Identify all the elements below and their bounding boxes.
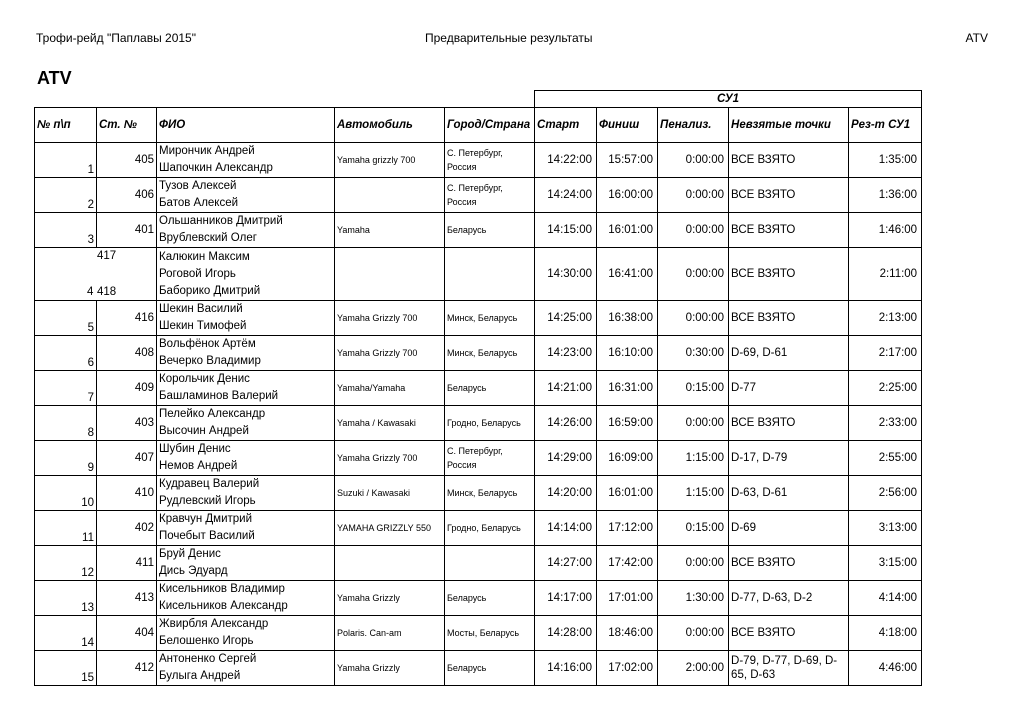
row-penalty: 2:00:00 xyxy=(658,651,729,686)
row-result: 3:13:00 xyxy=(849,511,922,546)
row-missed: D-77, D-63, D-2 xyxy=(729,581,849,616)
crew-name: Роговой Игорь xyxy=(159,267,236,280)
row-num-start-no xyxy=(35,248,157,301)
row-missed: D-63, D-61 xyxy=(729,476,849,511)
row-start: 14:29:00 xyxy=(535,441,597,476)
row-car: Yamaha Grizzly xyxy=(335,651,445,686)
row-missed: D-79, D-77, D-69, D-65, D-63 xyxy=(729,651,849,686)
row-start: 14:16:00 xyxy=(535,651,597,686)
crew-name: Шапочкин Александр xyxy=(159,162,273,174)
row-result: 4:14:00 xyxy=(849,581,922,616)
table-row xyxy=(35,406,922,441)
row-result: 1:35:00 xyxy=(849,143,922,178)
row-result: 2:33:00 xyxy=(849,406,922,441)
row-start: 14:26:00 xyxy=(535,406,597,441)
crew-name: Белошенко Игорь xyxy=(159,635,254,647)
row-city: Гродно, Беларусь xyxy=(445,511,535,546)
table-row xyxy=(35,581,922,616)
row-car xyxy=(335,546,445,581)
row-start-no: 403 xyxy=(97,406,157,441)
crew-name: Рудлевский Игорь xyxy=(159,495,256,507)
header-blank xyxy=(35,91,535,108)
crew-name: Калюкин Максим xyxy=(159,250,250,263)
row-fio xyxy=(157,441,335,476)
row-penalty: 0:15:00 xyxy=(658,511,729,546)
group-header: СУ1 xyxy=(535,91,922,108)
table-row xyxy=(35,616,922,651)
crew-name: Мирончик Андрей xyxy=(159,145,255,157)
row-num: 15 xyxy=(35,651,97,686)
col-header-fio: ФИО xyxy=(157,108,335,143)
table-row xyxy=(35,371,922,406)
crew-name: Тузов Алексей xyxy=(159,180,237,192)
row-start: 14:28:00 xyxy=(535,616,597,651)
crew-name: Булыга Андрей xyxy=(159,670,241,682)
row-result: 1:36:00 xyxy=(849,178,922,213)
row-city: С. Петербург, Россия xyxy=(445,143,535,178)
col-header-num: № п\п xyxy=(35,108,97,143)
crew-name: Немов Андрей xyxy=(159,460,238,472)
row-fio xyxy=(157,476,335,511)
row-start: 14:15:00 xyxy=(535,213,597,248)
row-penalty: 1:15:00 xyxy=(658,476,729,511)
row-car: YAMAHA GRIZZLY 550 xyxy=(335,511,445,546)
crew-name: Баборико Дмитрий xyxy=(159,284,261,297)
crew-name: Высочин Андрей xyxy=(159,425,249,437)
row-penalty: 1:15:00 xyxy=(658,441,729,476)
row-result: 4:18:00 xyxy=(849,616,922,651)
row-num: 12 xyxy=(35,546,97,581)
col-header-start: Старт xyxy=(535,108,597,143)
row-finish: 18:46:00 xyxy=(597,616,658,651)
row-start-no: 408 xyxy=(97,336,157,371)
crew-name: Кисельников Александр xyxy=(159,600,288,612)
col-header-city: Город/Страна xyxy=(445,108,535,143)
row-missed: ВСЕ ВЗЯТО xyxy=(729,406,849,441)
table-row xyxy=(35,476,922,511)
crew-name: Кисельников Владимир xyxy=(159,583,285,595)
row-num: 2 xyxy=(35,178,97,213)
row-penalty: 0:00:00 xyxy=(658,248,729,301)
row-finish: 17:12:00 xyxy=(597,511,658,546)
col-header-start-no: Ст. № xyxy=(97,108,157,143)
row-num: 4 xyxy=(87,286,94,298)
row-fio xyxy=(157,511,335,546)
row-city xyxy=(445,546,535,581)
row-missed: ВСЕ ВЗЯТО xyxy=(729,546,849,581)
crew-name: Пелейко Александр xyxy=(159,408,266,420)
col-header-car: Автомобиль xyxy=(335,108,445,143)
row-finish: 16:10:00 xyxy=(597,336,658,371)
row-city: С. Петербург, Россия xyxy=(445,441,535,476)
row-start: 14:21:00 xyxy=(535,371,597,406)
row-fio xyxy=(157,336,335,371)
row-car: Yamaha Grizzly 700 xyxy=(335,301,445,336)
row-missed: ВСЕ ВЗЯТО xyxy=(729,143,849,178)
row-penalty: 0:00:00 xyxy=(658,213,729,248)
row-finish: 16:09:00 xyxy=(597,441,658,476)
row-start-no: 404 xyxy=(97,616,157,651)
row-penalty: 0:00:00 xyxy=(658,178,729,213)
row-city: Минск, Беларусь xyxy=(445,336,535,371)
row-start: 14:17:00 xyxy=(535,581,597,616)
row-missed: D-77 xyxy=(729,371,849,406)
row-city: С. Петербург, Россия xyxy=(445,178,535,213)
row-result: 2:13:00 xyxy=(849,301,922,336)
row-city: Беларусь xyxy=(445,213,535,248)
row-fio xyxy=(157,178,335,213)
row-result: 2:55:00 xyxy=(849,441,922,476)
table-row xyxy=(35,248,922,301)
crew-name: Кравчун Дмитрий xyxy=(159,513,252,525)
row-city: Гродно, Беларусь xyxy=(445,406,535,441)
row-finish: 16:41:00 xyxy=(597,248,658,301)
col-header-finish: Финиш xyxy=(597,108,658,143)
row-fio xyxy=(157,213,335,248)
row-start: 14:23:00 xyxy=(535,336,597,371)
row-city: Мосты, Беларусь xyxy=(445,616,535,651)
col-header-result: Рез-т СУ1 xyxy=(849,108,922,143)
row-num: 8 xyxy=(35,406,97,441)
row-start-no: 402 xyxy=(97,511,157,546)
table-row xyxy=(35,213,922,248)
row-num: 6 xyxy=(35,336,97,371)
row-start-no: 405 xyxy=(97,143,157,178)
section-title: ATV xyxy=(37,68,72,88)
row-start-no: 409 xyxy=(97,371,157,406)
doc-header-title: Трофи-рейд "Паплавы 2015" xyxy=(36,31,196,45)
row-result: 1:46:00 xyxy=(849,213,922,248)
row-start: 14:20:00 xyxy=(535,476,597,511)
row-result: 2:56:00 xyxy=(849,476,922,511)
row-start-no: 411 xyxy=(97,546,157,581)
row-missed: D-69 xyxy=(729,511,849,546)
row-car: Yamaha Grizzly 700 xyxy=(335,441,445,476)
row-finish: 16:00:00 xyxy=(597,178,658,213)
row-finish: 17:42:00 xyxy=(597,546,658,581)
row-car xyxy=(335,178,445,213)
row-finish: 15:57:00 xyxy=(597,143,658,178)
row-start-no: 416 xyxy=(97,301,157,336)
row-penalty: 0:15:00 xyxy=(658,371,729,406)
row-finish: 16:59:00 xyxy=(597,406,658,441)
row-finish: 16:38:00 xyxy=(597,301,658,336)
row-fio xyxy=(157,301,335,336)
row-car: Yamaha / Kawasaki xyxy=(335,406,445,441)
row-missed: D-69, D-61 xyxy=(729,336,849,371)
row-num: 10 xyxy=(35,476,97,511)
row-start-no: 413 xyxy=(97,581,157,616)
doc-header-subtitle: Предварительные результаты xyxy=(425,31,593,45)
row-start-no: 401 xyxy=(97,213,157,248)
row-car: Yamaha/Yamaha xyxy=(335,371,445,406)
col-header-penalty: Пенализ. xyxy=(658,108,729,143)
row-finish: 16:01:00 xyxy=(597,476,658,511)
row-fio xyxy=(157,371,335,406)
row-fio xyxy=(157,406,335,441)
table-row xyxy=(35,301,922,336)
table-row xyxy=(35,441,922,476)
row-missed: ВСЕ ВЗЯТО xyxy=(729,248,849,301)
table-row xyxy=(35,546,922,581)
crew-name: Врублевский Олег xyxy=(159,232,257,244)
row-car: Yamaha Grizzly xyxy=(335,581,445,616)
table-row xyxy=(35,143,922,178)
row-num: 14 xyxy=(35,616,97,651)
row-num: 7 xyxy=(35,371,97,406)
row-fio xyxy=(157,616,335,651)
crew-name: Башламинов Валерий xyxy=(159,390,279,402)
row-start-no-a: 417 xyxy=(97,250,117,262)
row-start: 14:24:00 xyxy=(535,178,597,213)
row-city: Минск, Беларусь xyxy=(445,301,535,336)
row-penalty: 0:00:00 xyxy=(658,406,729,441)
row-start: 14:30:00 xyxy=(535,248,597,301)
crew-name: Батов Алексей xyxy=(159,197,239,209)
crew-name: Ольшанников Дмитрий xyxy=(159,215,283,227)
table-row xyxy=(35,336,922,371)
results-table xyxy=(34,90,922,686)
row-missed: D-17, D-79 xyxy=(729,441,849,476)
row-result: 3:15:00 xyxy=(849,546,922,581)
row-num: 11 xyxy=(35,511,97,546)
crew-name: Шекин Тимофей xyxy=(159,320,247,332)
row-start: 14:27:00 xyxy=(535,546,597,581)
row-car: Polaris. Can-am xyxy=(335,616,445,651)
row-missed: ВСЕ ВЗЯТО xyxy=(729,213,849,248)
row-penalty: 0:30:00 xyxy=(658,336,729,371)
row-start-no: 406 xyxy=(97,178,157,213)
col-header-missed: Невзятые точки xyxy=(729,108,849,143)
row-missed: ВСЕ ВЗЯТО xyxy=(729,616,849,651)
crew-name: Почебыт Василий xyxy=(159,530,255,542)
crew-name: Кудравец Валерий xyxy=(159,478,260,490)
row-start-no: 410 xyxy=(97,476,157,511)
row-penalty: 0:00:00 xyxy=(658,143,729,178)
row-car: Suzuki / Kawasaki xyxy=(335,476,445,511)
row-city: Беларусь xyxy=(445,371,535,406)
row-num: 13 xyxy=(35,581,97,616)
row-start: 14:14:00 xyxy=(535,511,597,546)
row-num: 5 xyxy=(35,301,97,336)
row-num: 3 xyxy=(35,213,97,248)
row-result: 2:11:00 xyxy=(849,248,922,301)
crew-name: Антоненко Сергей xyxy=(159,653,257,665)
row-finish: 17:01:00 xyxy=(597,581,658,616)
row-city xyxy=(445,248,535,301)
row-city: Беларусь xyxy=(445,581,535,616)
row-num: 9 xyxy=(35,441,97,476)
row-num: 1 xyxy=(35,143,97,178)
row-car: Yamaha grizzly 700 xyxy=(335,143,445,178)
row-penalty: 0:00:00 xyxy=(658,301,729,336)
row-result: 4:46:00 xyxy=(849,651,922,686)
row-result: 2:25:00 xyxy=(849,371,922,406)
crew-name: Дись Эдуард xyxy=(159,565,228,577)
row-penalty: 1:30:00 xyxy=(658,581,729,616)
crew-name: Корольчик Денис xyxy=(159,373,250,385)
row-penalty: 0:00:00 xyxy=(658,546,729,581)
row-finish: 17:02:00 xyxy=(597,651,658,686)
crew-name: Жвирбля Александр xyxy=(159,618,269,630)
crew-name: Вольфёнок Артём xyxy=(159,338,256,350)
row-fio xyxy=(157,248,335,301)
table-row xyxy=(35,651,922,686)
doc-header-class: ATV xyxy=(965,31,988,45)
crew-name: Вечерко Владимир xyxy=(159,355,261,367)
row-finish: 16:31:00 xyxy=(597,371,658,406)
table-row xyxy=(35,178,922,213)
row-city: Беларусь xyxy=(445,651,535,686)
row-missed: ВСЕ ВЗЯТО xyxy=(729,178,849,213)
crew-name: Шубин Денис xyxy=(159,443,231,455)
row-fio xyxy=(157,581,335,616)
row-start-no-b: 418 xyxy=(97,286,117,298)
row-car: Yamaha Grizzly 700 xyxy=(335,336,445,371)
table-row xyxy=(35,511,922,546)
row-start-no: 407 xyxy=(97,441,157,476)
row-start-no: 412 xyxy=(97,651,157,686)
row-fio xyxy=(157,143,335,178)
crew-name: Бруй Денис xyxy=(159,548,221,560)
row-fio xyxy=(157,651,335,686)
row-start: 14:22:00 xyxy=(535,143,597,178)
row-missed: ВСЕ ВЗЯТО xyxy=(729,301,849,336)
row-start: 14:25:00 xyxy=(535,301,597,336)
row-city: Минск, Беларусь xyxy=(445,476,535,511)
crew-name: Шекин Василий xyxy=(159,303,243,315)
row-finish: 16:01:00 xyxy=(597,213,658,248)
row-fio xyxy=(157,546,335,581)
row-result: 2:17:00 xyxy=(849,336,922,371)
row-car: Yamaha xyxy=(335,213,445,248)
row-penalty: 0:00:00 xyxy=(658,616,729,651)
row-car xyxy=(335,248,445,301)
